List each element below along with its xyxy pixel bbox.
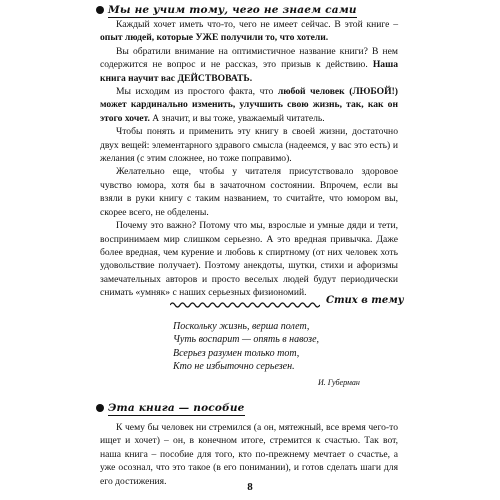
section-heading-2: [96, 402, 245, 414]
paragraph: Желательно еще, чтобы у читателя присутствовало здоровое чувство юмора, хотя бы в зачаточном состоянии. Впрочем, если вы взяли в руки книгу с таким названием, то считайте, что юмором вы, скорее всего, не обделены.: [100, 166, 398, 218]
section-2-text: [100, 421, 398, 488]
paragraph: Мы исходим из простого факта, что любой человек (ЛЮБОЙ!) может кардинально изменить, улучшить свою жизнь, так, как он этого хочет. А значит, и вы тоже, уважаемый читатель.: [100, 86, 398, 124]
poem-label: Стих в тему: [326, 295, 404, 306]
page-number: 8: [247, 481, 253, 493]
heading-bullet: [96, 6, 104, 14]
section-heading-1-label: Мы не учим тому, чего не знаем сами: [108, 4, 357, 16]
wavy-divider: [170, 300, 320, 310]
paragraph: Почему это важно? Потому что мы, взрослые и умные дяди и тети, воспринимаем мир слишком серьезно. А это вредная привычка. Даже более вредная, чем курение и любовь к спиртному (от них человек хоть удовольствие получает). Поэтому анекдоты, шутки, стихи и афоризмы замечательных авторов и просто веселых людей будут периодически снимать «умняк» с наших серьезных физиономий.: [100, 220, 398, 299]
poem-line: Всерьез разумен только тот,: [173, 347, 300, 359]
poem-line: Кто не избыточно серьезен.: [173, 361, 295, 373]
paragraph: Каждый хочет иметь что-то, чего не имеет сейчас. В этой книге – опыт людей, которые УЖЕ получили то, что хотели.: [100, 19, 398, 44]
paragraph: Чтобы понять и применить эту книгу в своей жизни, достаточно двух вещей: элементарного здравого смысла (надеемся, у вас это есть) и желания (с этим сложнее, но тоже поправимо).: [100, 126, 398, 165]
poem: [173, 320, 383, 374]
poem-line: Чуть воспарит — опять в навозе,: [173, 334, 320, 346]
heading-bullet: [96, 404, 104, 412]
poem-author: И. Губерман: [318, 378, 360, 387]
poem-line: Поскольку жизнь, верша полет,: [173, 321, 310, 332]
paragraph: Вы обратили внимание на оптимистичное название книги? В нем содержится не вопрос и не рассказ, это призыв к действию. Наша книга научит вас ДЕЙСТВОВАТЬ.: [100, 45, 398, 84]
section-heading-1: [96, 4, 357, 16]
section-1-text: [100, 18, 398, 300]
paragraph: К чему бы человек ни стремился (а он, мятежный, все время чего-то ищет и хочет) – он, в конечном итоге, стремится к счастью. Так вот, наша книга – пособие для того, кто по-прежнему мечтает о счастье, а уже осознал, что это такое (в его понимании), и готов сделать шаги для его достижения.: [100, 422, 398, 487]
section-heading-2-label: Эта книга — пособие: [108, 402, 245, 414]
